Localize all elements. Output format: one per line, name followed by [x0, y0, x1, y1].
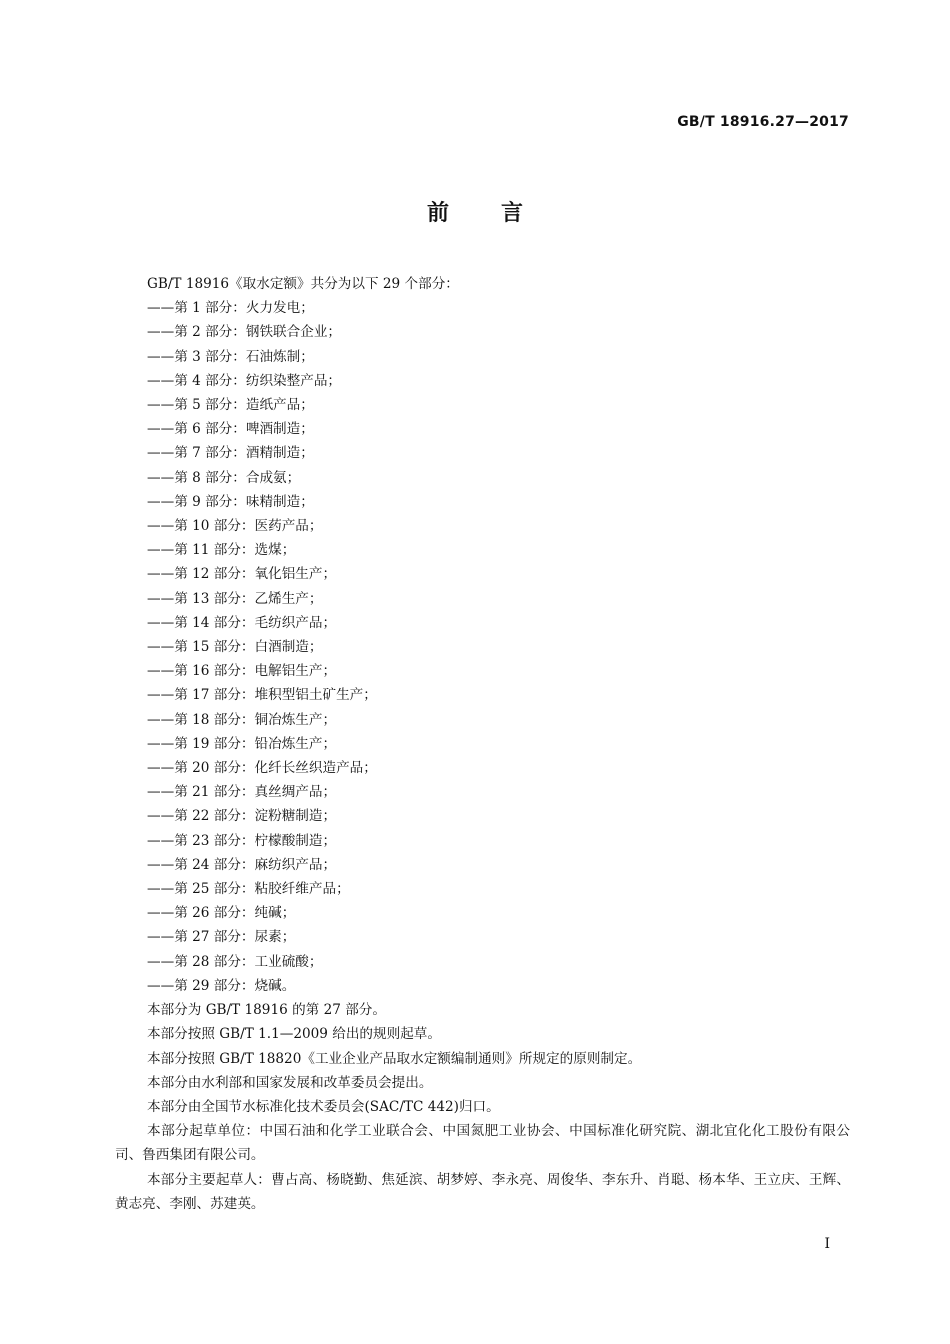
- list-item: ——第 28 部分：工业硫酸；: [147, 953, 323, 970]
- page-title-char-2: 言: [501, 201, 524, 226]
- list-item: ——第 16 部分：电解铝生产；: [147, 663, 337, 680]
- list-item: ——第 18 部分：铜冶炼生产；: [147, 711, 337, 728]
- list-item: ——第 12 部分：氧化铝生产；: [147, 566, 337, 583]
- list-item: ——第 20 部分：化纤长丝织造产品；: [147, 760, 377, 777]
- page-title: [0, 196, 950, 227]
- list-item: ——第 1 部分：火力发电；: [147, 300, 314, 317]
- list-item: ——第 5 部分：造纸产品；: [147, 397, 314, 414]
- list-item: ——第 6 部分：啤酒制造；: [147, 421, 314, 438]
- foreword-body: [115, 272, 850, 1216]
- list-item: ——第 17 部分：堆积型铝土矿生产；: [147, 687, 377, 704]
- list-item: ——第 13 部分：乙烯生产；: [147, 590, 323, 607]
- list-item: ——第 3 部分：石油炼制；: [147, 348, 314, 365]
- page-title-char-1: 前: [426, 201, 449, 226]
- statement-principles: 本部分按照 GB/T 18820《工业企业产品取水定额编制通则》所规定的原则制定。: [147, 1050, 642, 1067]
- parts-list: [115, 296, 850, 998]
- list-item: ——第 2 部分：钢铁联合企业；: [147, 324, 342, 341]
- page-number: I: [824, 1236, 830, 1252]
- list-item: ——第 26 部分：纯碱；: [147, 905, 296, 922]
- list-item: ——第 8 部分：合成氨；: [147, 469, 301, 486]
- statement-centralized-by: 本部分由全国节水标准化技术委员会(SAC/TC 442)归口。: [147, 1098, 500, 1115]
- intro-paragraph: GB/T 18916《取水定额》共分为以下 29 个部分：: [147, 276, 459, 292]
- list-item: ——第 9 部分：味精制造；: [147, 493, 314, 510]
- list-item: ——第 21 部分：真丝绸产品；: [147, 784, 337, 801]
- list-item: ——第 27 部分：尿素；: [147, 929, 296, 946]
- statement-drafting-units: 本部分起草单位：中国石油和化学工业联合会、中国氮肥工业协会、中国标准化研究院、湖北宜化化工股份有限公司、鲁西集团有限公司。: [115, 1123, 850, 1164]
- list-item: ——第 23 部分：柠檬酸制造；: [147, 832, 337, 849]
- list-item: ——第 10 部分：医药产品；: [147, 518, 323, 535]
- statement-proposed-by: 本部分由水利部和国家发展和改革委员会提出。: [147, 1074, 433, 1091]
- standard-code: GB/T 18916.27—2017: [677, 114, 849, 130]
- list-item: ——第 19 部分：铅冶炼生产；: [147, 735, 337, 752]
- statement-part-number: 本部分为 GB/T 18916 的第 27 部分。: [147, 1002, 386, 1019]
- list-item: ——第 4 部分：纺织染整产品；: [147, 372, 342, 389]
- list-item: ——第 11 部分：选煤；: [147, 542, 296, 559]
- list-item: ——第 14 部分：毛纺织产品；: [147, 614, 337, 631]
- list-item: ——第 7 部分：酒精制造；: [147, 445, 314, 462]
- list-item: ——第 29 部分：烧碱。: [147, 977, 296, 994]
- list-item: ——第 15 部分：白酒制造；: [147, 639, 323, 656]
- statement-main-drafters: 本部分主要起草人：曹占高、杨晓勤、焦延滨、胡梦婷、李永亮、周俊华、李东升、肖聪、杨本华、王立庆、王辉、黄志亮、李刚、苏建英。: [115, 1171, 850, 1212]
- list-item: ——第 25 部分：粘胶纤维产品；: [147, 881, 350, 898]
- list-item: ——第 24 部分：麻纺织产品；: [147, 856, 337, 873]
- list-item: ——第 22 部分：淀粉糖制造；: [147, 808, 337, 825]
- statement-drafting-rules: 本部分按照 GB/T 1.1—2009 给出的规则起草。: [147, 1026, 441, 1043]
